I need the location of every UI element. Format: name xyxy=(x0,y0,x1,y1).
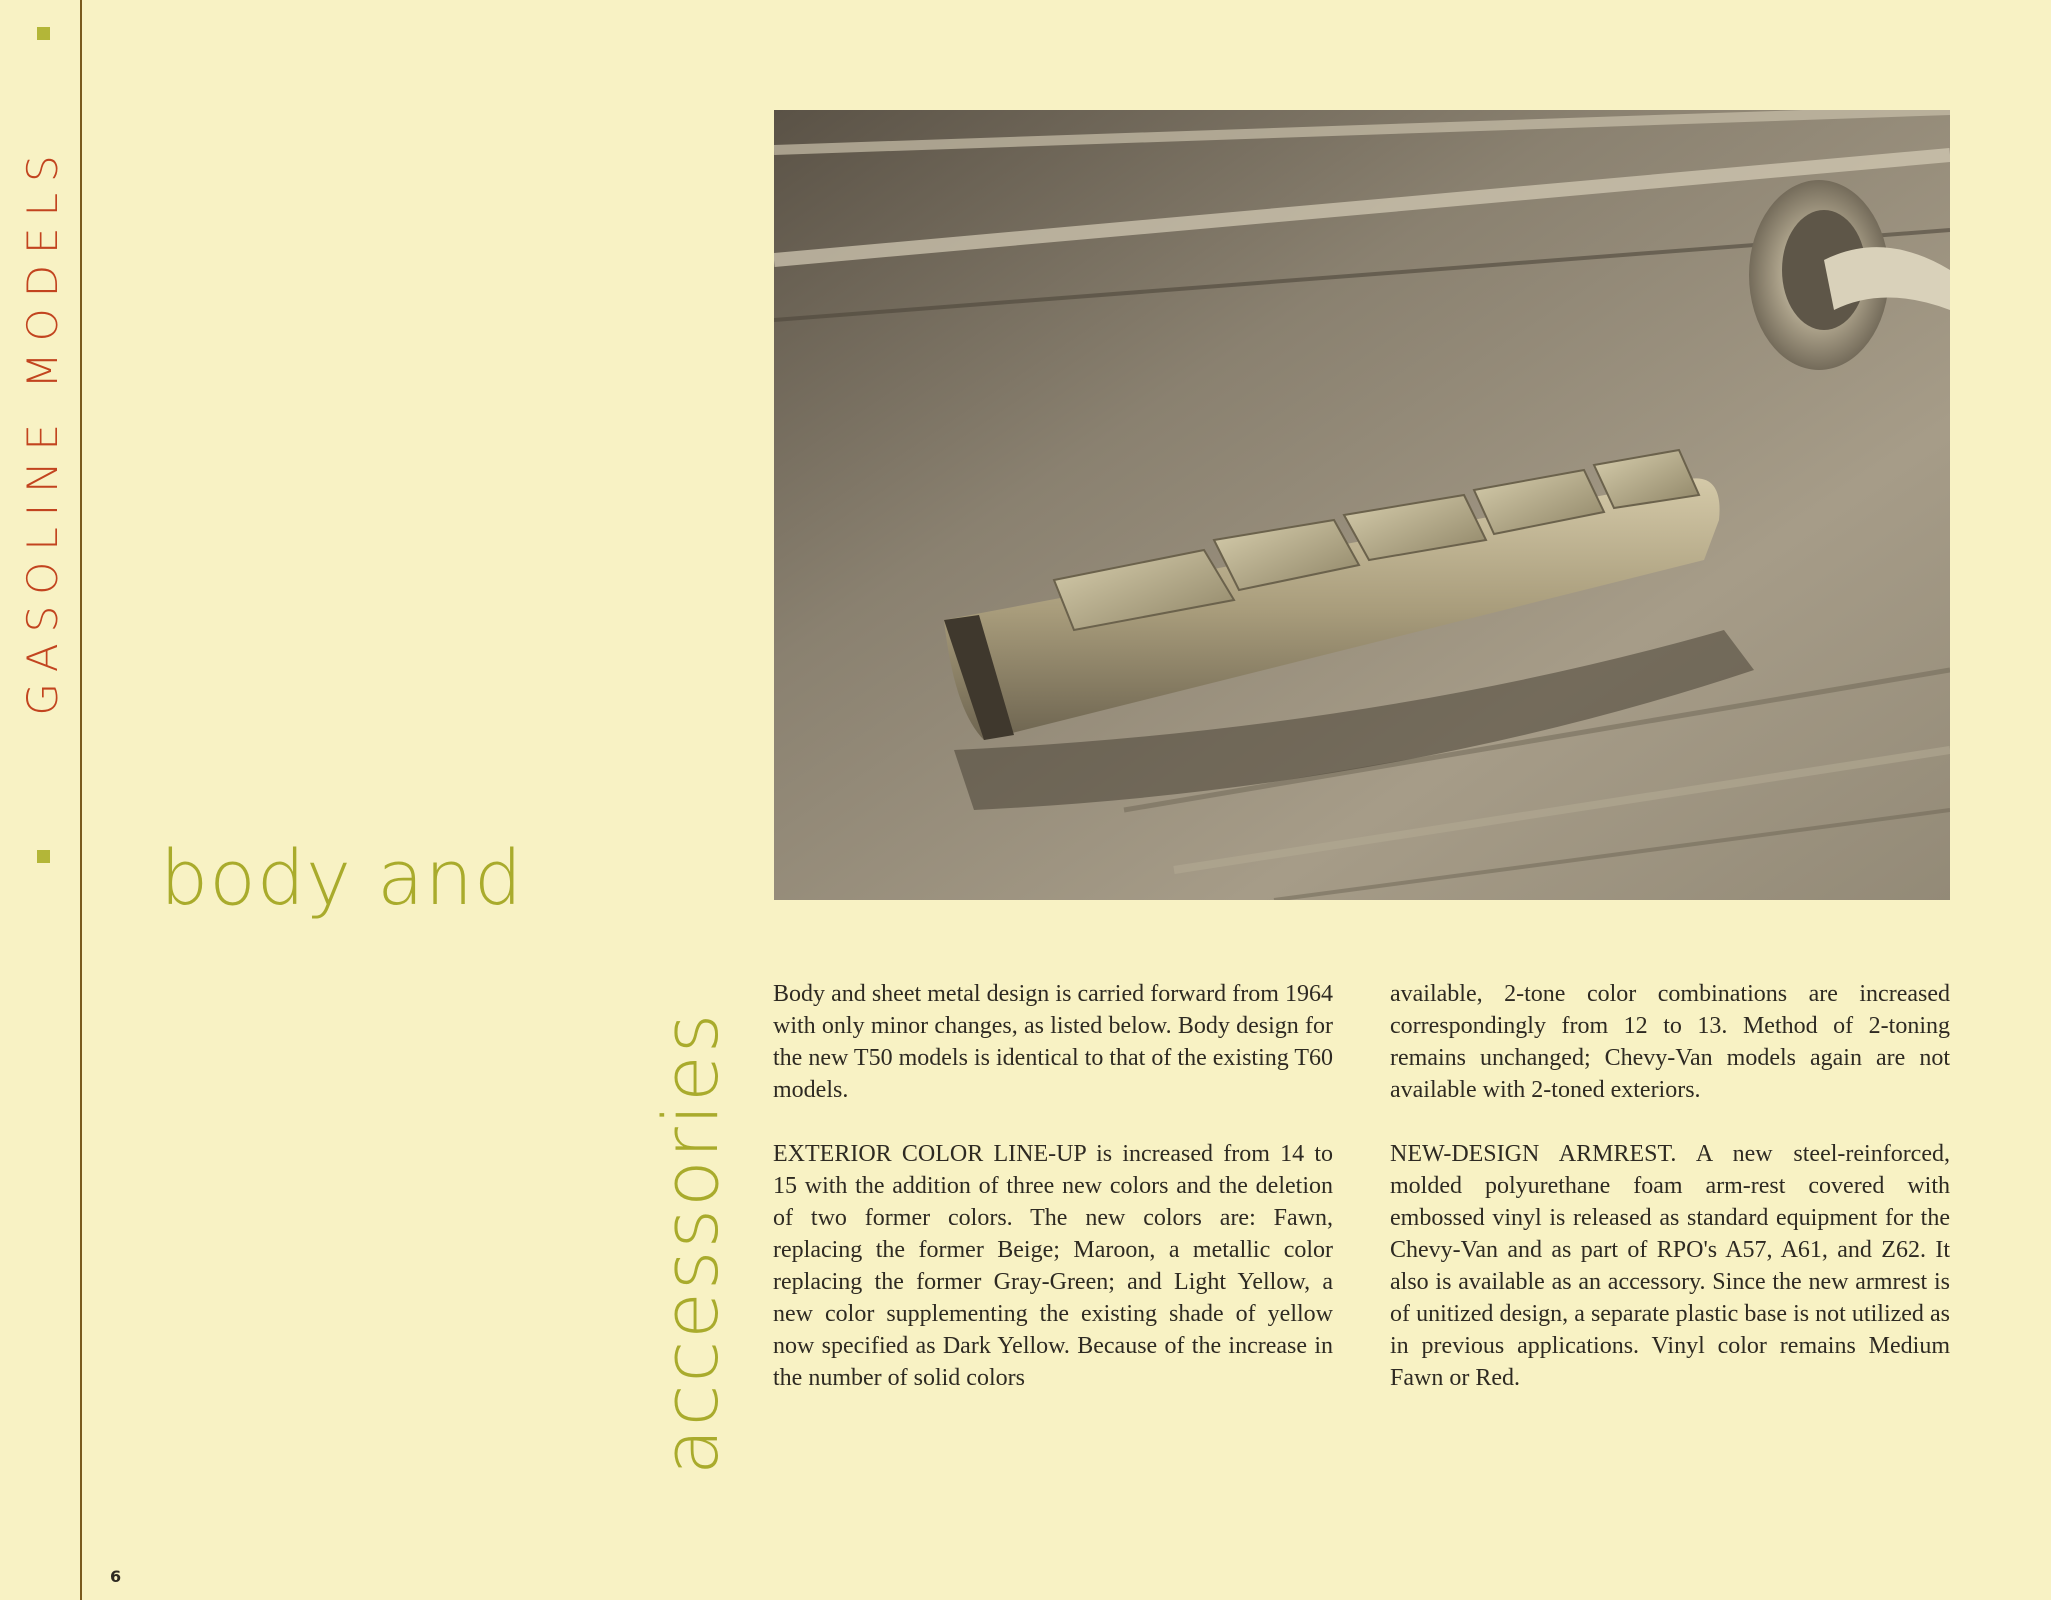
paragraph-body-design: Body and sheet metal design is carried forward from 1964 with only minor changes, as listed below. Body design for the new T50 models is identical to that of the existing T60 models. xyxy=(773,981,1333,1103)
article-column-left xyxy=(773,978,1333,1426)
page-number: 6 xyxy=(110,1567,122,1586)
armrest-photo xyxy=(774,110,1950,900)
article-column-right xyxy=(1390,978,1950,1426)
heading-body-and: body and xyxy=(160,833,524,922)
side-section-label: GASOLINE MODELS xyxy=(18,144,67,716)
side-tab-square-top xyxy=(37,27,50,40)
paragraph-two-tone: available, 2-tone color combinations are increased correspondingly from 12 to 13. Method of 2-toning remains unchanged; Chevy-Van models again are not available with 2-toned exteriors. xyxy=(1390,981,1950,1103)
paragraph-armrest: NEW-DESIGN ARMREST. A new steel-reinforced, molded polyurethane foam arm-rest covered with embossed vinyl is released as standard equipment for the Chevy-Van and as part of RPO's A57, A61, and Z62. It also is available as an accessory. Since the new armrest is of unitized design, a separate plastic base is not utilized as in previous applications. Vinyl color remains Medium Fawn or Red. xyxy=(1390,1141,1950,1391)
paragraph-exterior-color: EXTERIOR COLOR LINE-UP is increased from 14 to 15 with the addition of three new colors and the deletion of two former colors. The new colors are: Fawn, replacing the former Beige; Maroon, a metallic color replacing the former Gray-Green; and Light Yellow, a new color supplementing the existing shade of yellow now specified as Dark Yellow. Because of the increase in the number of solid colors xyxy=(773,1141,1333,1391)
heading-accessories: accessories xyxy=(646,1011,735,1475)
side-tab-square-bottom xyxy=(37,850,50,863)
margin-rule xyxy=(80,0,82,1600)
armrest-illustration xyxy=(774,110,1950,900)
